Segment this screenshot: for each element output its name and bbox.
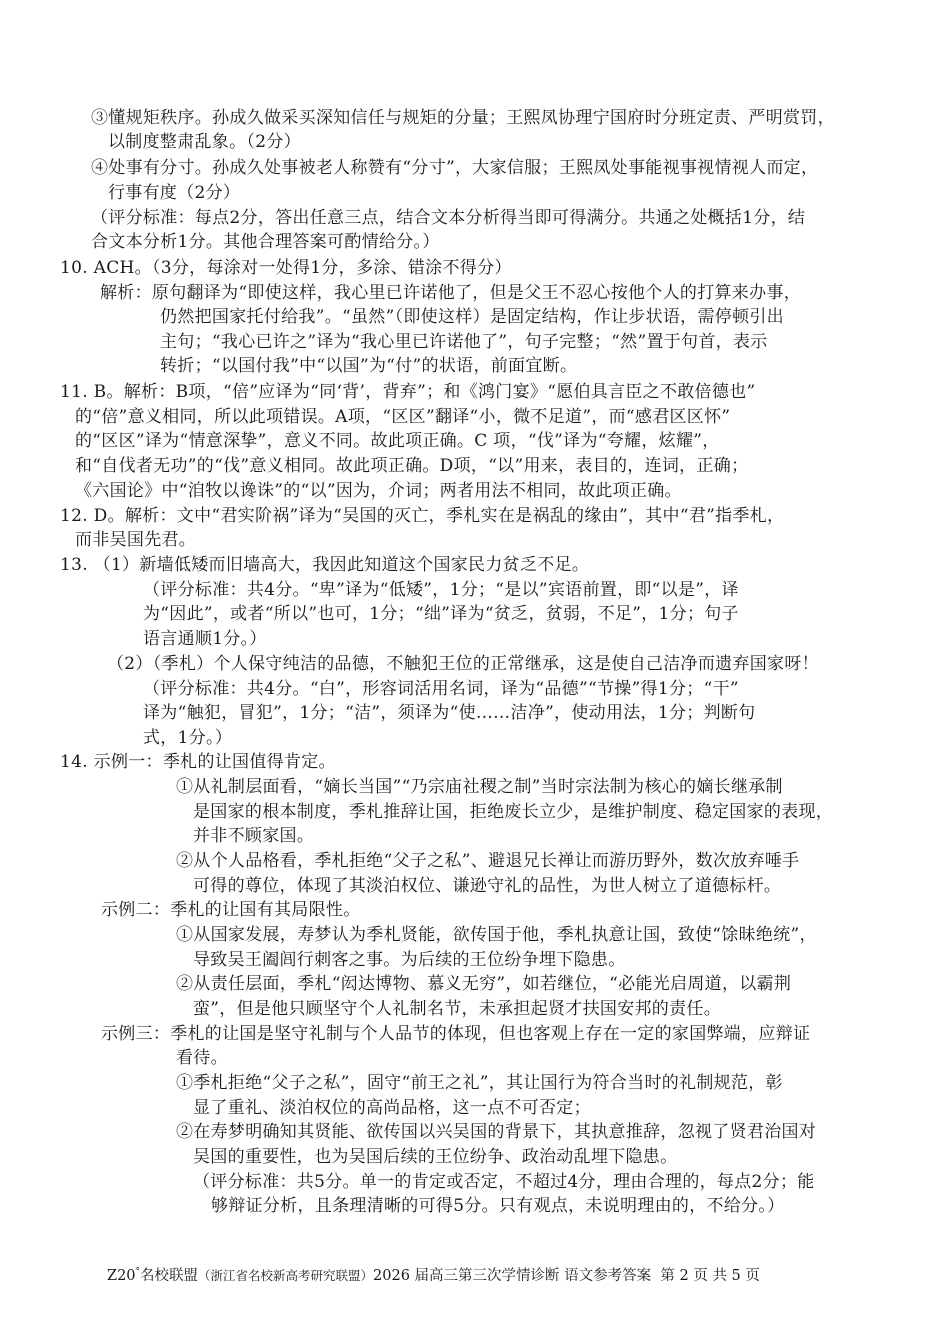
- question-11-heading: 11. B。解析：B项，“倍”应译为“同‘背’，背弃”；和《鸿门宴》“愿伯具言臣之不敢倍德也”: [60, 382, 756, 402]
- text-line: （评分标准：每点2分，答出任意三点，结合文本分析得当即可得满分。共通之处概括1分，结: [91, 208, 806, 228]
- question-10-heading: 10. ACH。（3分，每涂对一处得1分，多涂、错涂不得分）: [60, 258, 512, 278]
- footer-page-number: 第 2 页 共 5 页: [660, 1267, 760, 1284]
- text-line: （评分标准：共4分。“白”，形容词活用名词，译为“品德”“节操”得1分；“干”: [143, 679, 739, 699]
- text-line: 够辩证分析，且条理清晰的可得5分。只有观点，未说明理由的，不给分。）: [211, 1196, 785, 1216]
- footer-brand: Z20: [107, 1267, 136, 1284]
- text-line: 式，1分。）: [143, 728, 233, 748]
- text-line: 吴国的重要性，也为吴国后续的王位纷争、政治动乱埋下隐患。: [193, 1147, 678, 1167]
- text-line: 语言通顺1分。）: [143, 629, 267, 649]
- page-footer: [107, 1262, 760, 1286]
- text-line: 并非不顾家国。: [193, 826, 315, 846]
- text-line: 的“倍”意义相同，所以此项错误。A项，“区区”翻译“小，微不足道”，而“感君区区怀”: [75, 407, 731, 427]
- text-line: ③懂规矩秩序。孙成久做采买深知信任与规矩的分量；王熙凤协理宁国府时分班定责、严明赏罚，: [91, 108, 835, 128]
- footer-exam-title: 2026 届高三第三次学情诊断 语文参考答案: [373, 1267, 652, 1284]
- text-line: ②从责任层面，季札“闳达博物、慕义无穷”，如若继位，“必能光启周道，以霸荆: [176, 974, 792, 994]
- text-line: 为“因此”，或者“所以”也可，1分；“绌”译为“贫乏，贫弱，不足”，1分；句子: [143, 604, 739, 624]
- question-12-heading: 12. D。解析：文中“君实阶祸”译为“吴国的灭亡，季札实在是祸乱的缘由”，其中“君”指季札，: [60, 506, 785, 526]
- text-line: 导致吴王阖闾行刺客之事。为后续的王位纷争埋下隐患。: [193, 950, 626, 970]
- text-line: ②在寿梦明确知其贤能、欲传国以兴吴国的背景下，其执意推辞，忽视了贤君治国对: [176, 1122, 817, 1142]
- example-heading: 示例三：季札的让国是坚守礼制与个人品节的体现，但也客观上存在一定的家国弊端，应辩证: [101, 1024, 811, 1044]
- text-line: 转折；“以国付我”中“以国”为“付”的状语，前面宜断。: [160, 356, 578, 376]
- example-heading: 示例二：季札的让国有其局限性。: [101, 900, 361, 920]
- text-line: 仍然把国家托付给我”。“虽然”（即使这样）是固定结构，作让步状语，需停顿引出: [160, 307, 784, 327]
- text-line: 以制度整肃乱象。（2分）: [108, 132, 301, 152]
- text-line: ④处事有分寸。孙成久处事被老人称赞有“分寸”，大家信服；王熙凤处事能视事视情视人而定，: [91, 158, 819, 178]
- text-line: （2）（季札）个人保守纯洁的品德，不触犯王位的正常继承，这是使自己洁净而遗弃国家呀！: [107, 654, 819, 674]
- text-line: ①从礼制层面看，“嫡长当国”“乃宗庙社稷之制”当时宗法制为核心的嫡长继承制: [176, 777, 783, 797]
- text-line: 合文本分析1分。其他合理答案可酌情给分。）: [91, 232, 440, 252]
- footer-union-note: （浙江省名校新高考研究联盟）: [198, 1267, 374, 1283]
- text-line: 而非吴国先君。: [75, 530, 197, 550]
- footer-union: 名校联盟: [140, 1267, 199, 1284]
- text-line: 主句；“我心已许之”译为“我心里已许诺他了”，句子完整；“然”置于句首，表示: [160, 332, 768, 352]
- text-line: 可得的尊位，体现了其淡泊权位、谦逊守礼的品性，为世人树立了道德标杆。: [193, 876, 782, 896]
- text-line: 蛮”，但是他只顾坚守个人礼制名节，未承担起贤才扶国安邦的责任。: [193, 999, 721, 1019]
- footer-brand-mark: °: [135, 1267, 141, 1277]
- text-line: 显了重礼、淡泊权位的高尚品格，这一点不可否定；: [193, 1098, 591, 1118]
- text-line: （评分标准：共4分。“卑”译为“低矮”，1分；“是以”宾语前置，即“以是”，译: [143, 580, 739, 600]
- text-line: 解析：原句翻译为“即使这样，我心里已许诺他了，但是父王不忍心按他个人的打算来办事，: [100, 283, 801, 303]
- text-line: 和“自伐者无功”的“伐”意义相同。故此项正确。D项，“以”用来，表目的，连词，正确；: [75, 456, 749, 476]
- text-line: 看待。: [176, 1048, 228, 1068]
- question-14-heading: 14. 示例一：季札的让国值得肯定。: [60, 752, 336, 772]
- text-line: ①季札拒绝“父子之私”，固守“前王之礼”，其让国行为符合当时的礼制规范，彰: [176, 1073, 783, 1093]
- text-line: 的“区区”译为“情意深挚”，意义不同。故此项正确。C 项，“伐”译为“夸耀，炫耀”，: [75, 431, 720, 451]
- text-line: 行事有度（2分）: [108, 183, 241, 203]
- text-line: ①从国家发展，寿梦认为季札贤能，欲传国于他，季札执意让国，致使“馀昧绝统”，: [176, 925, 817, 945]
- text-line: ②从个人品格看，季札拒绝“父子之私”、避退兄长禅让而游历野外，数次放弃唾手: [176, 851, 800, 871]
- text-line: （评分标准：共5分。单一的肯定或否定，不超过4分，理由合理的，每点2分；能: [193, 1172, 815, 1192]
- text-line: 《六国论》中“洎牧以谗诛”的“以”因为，介词；两者用法不相同，故此项正确。: [75, 481, 682, 501]
- text-line: 是国家的根本制度，季札推辞让国，拒绝废长立少，是维护制度、稳定国家的表现，: [193, 802, 834, 822]
- question-13-heading: 13. （1）新墙低矮而旧墙高大，我因此知道这个国家民力贫乏不足。: [60, 555, 590, 575]
- text-line: 译为“触犯，冒犯”，1分；“洁”，须译为“使……洁净”，使动用法，1分；判断句: [143, 703, 756, 723]
